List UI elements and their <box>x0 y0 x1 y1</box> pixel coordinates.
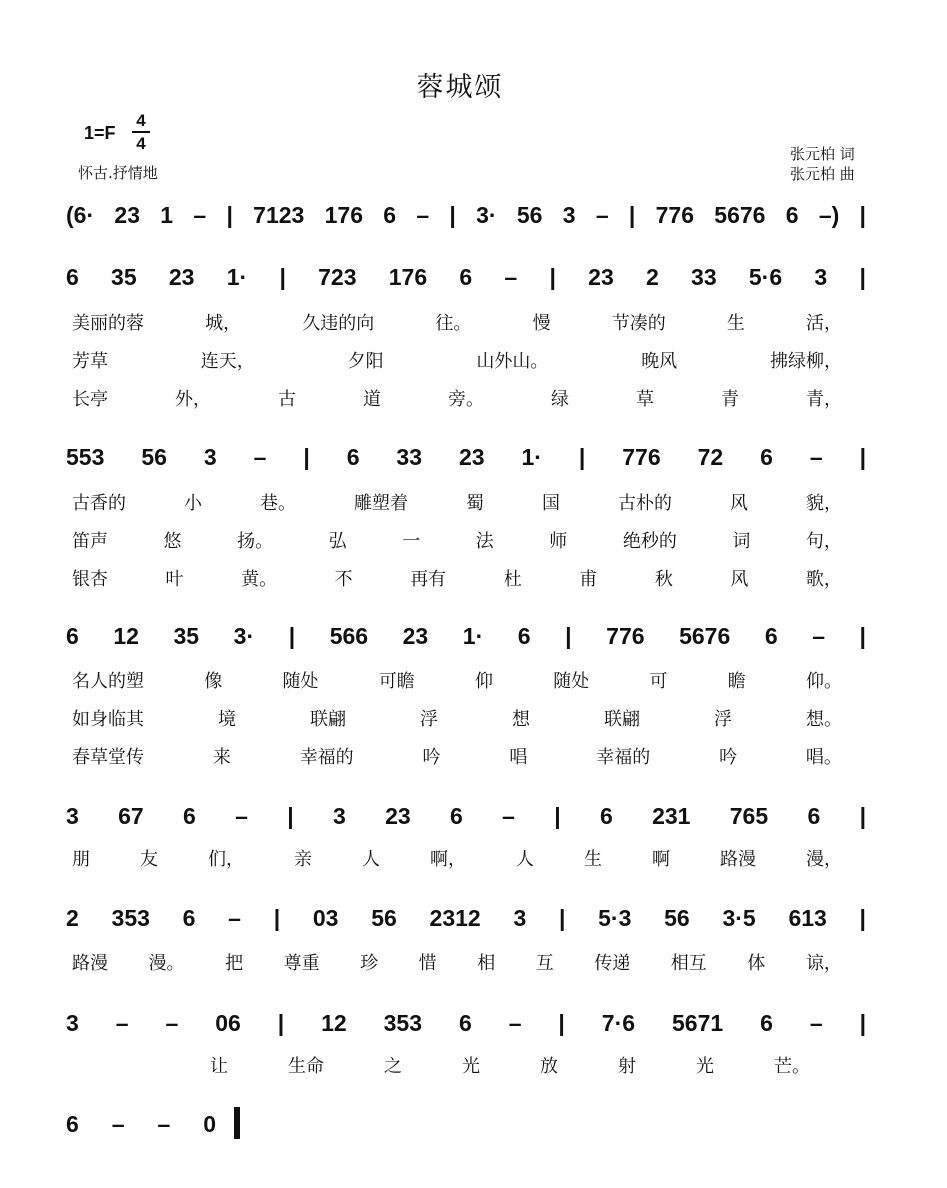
note-group: | <box>578 443 586 470</box>
note-group: | <box>449 201 456 228</box>
note-group: 5·3 <box>598 904 632 931</box>
lyric-word: 名人的塑 <box>72 671 144 692</box>
lyric-word: 朋 <box>72 849 90 870</box>
time-signature-bottom: 4 <box>136 134 146 153</box>
note-group: – <box>508 1009 522 1036</box>
note-group: (6· <box>66 201 95 228</box>
time-signature-top: 4 <box>136 111 146 130</box>
lyric-word: 境 <box>218 709 236 730</box>
lyric-word: 再有 <box>410 569 447 590</box>
note-group: 23 <box>385 802 411 829</box>
lyric-word: 仰。 <box>806 671 842 692</box>
note-group: 5671 <box>671 1009 724 1036</box>
note-group: 35 <box>111 263 137 290</box>
note-group: 231 <box>652 802 691 829</box>
lyric-word: 拂绿柳， <box>769 351 842 372</box>
note-group: 12 <box>321 1009 347 1036</box>
lyric-word: 路漫 <box>72 953 108 974</box>
note-group: | <box>558 904 566 931</box>
lyric-word: 路漫 <box>720 849 756 870</box>
lyric-word: 幸福的 <box>596 747 651 768</box>
note-group: 3 <box>513 904 527 931</box>
note-group: – <box>228 904 241 931</box>
lyric-word: 随处 <box>553 671 590 692</box>
lyric-word: 浮 <box>714 709 732 730</box>
notation-line-6 <box>66 1003 866 1043</box>
lyric-word: 传递 <box>594 953 631 974</box>
lyric-word: 往。 <box>435 313 472 334</box>
lyric-word: 惜 <box>418 953 437 974</box>
note-group: | <box>303 443 310 470</box>
note-group: 3 <box>814 263 828 290</box>
note-group: 03 <box>312 904 339 931</box>
lyric-word: 尊重 <box>283 953 320 974</box>
lyric-word: 漫， <box>806 849 842 870</box>
lyric-word: 吟 <box>719 747 738 768</box>
expression-marking: 怀古.抒情地 <box>78 164 158 182</box>
lyric-word: 法 <box>475 531 494 552</box>
note-group: | <box>273 904 281 931</box>
note-group: 3·5 <box>722 904 756 931</box>
lyric-word: 互 <box>535 953 554 974</box>
lyric-word: 长亭 <box>72 389 108 410</box>
note-group: 176 <box>388 263 428 290</box>
note-group: – <box>809 1009 823 1036</box>
note-group: 776 <box>606 622 645 649</box>
note-group: 3 <box>66 1009 79 1036</box>
note-group: – <box>111 1110 125 1137</box>
note-group: 33 <box>691 263 717 290</box>
note-group: 353 <box>111 904 150 931</box>
lyric-word: 城， <box>205 313 242 334</box>
note-group: 765 <box>729 802 769 829</box>
lyric-word: 草 <box>636 389 654 410</box>
note-group: 67 <box>118 802 144 829</box>
notation-line-7 <box>66 1104 216 1144</box>
lyric-word: 仰 <box>475 671 493 692</box>
lyric-word: 银杏 <box>72 569 108 590</box>
lyric-word: 人 <box>516 849 534 870</box>
lyric-word: 吟 <box>422 747 441 768</box>
note-group: 6 <box>383 201 397 228</box>
notation-line-2 <box>66 437 866 477</box>
lyric-word: 弘 <box>328 531 347 552</box>
note-group: 56 <box>141 443 167 470</box>
note-group: 6 <box>346 443 360 470</box>
note-group: 6 <box>807 802 821 829</box>
lyric-word: 谅， <box>805 953 842 974</box>
lyric-word: 青， <box>806 389 842 410</box>
note-group: 613 <box>788 904 827 931</box>
lyric-word: 像 <box>204 671 223 692</box>
note-group: 3 <box>66 802 79 829</box>
lyric-word: 古朴的 <box>618 493 672 514</box>
lyric-word: 歌， <box>805 569 842 590</box>
lyric-word: 春草堂传 <box>72 747 144 768</box>
note-group: 23 <box>458 443 485 470</box>
note-group: – <box>416 201 430 228</box>
time-signature-bar <box>132 131 150 133</box>
notation-line-1 <box>66 257 866 297</box>
lyric-word: 旁。 <box>448 389 484 410</box>
lyric-word: 小 <box>184 493 202 514</box>
lyric-word: 放 <box>540 1056 558 1077</box>
lyric-word: 黄。 <box>241 569 278 590</box>
note-group: 776 <box>655 201 694 228</box>
lyric-word: 巷。 <box>260 493 296 514</box>
note-group: | <box>859 622 866 649</box>
lyric-word: 悠 <box>163 531 182 552</box>
note-group: 35 <box>173 622 200 649</box>
lyric-word: 笛声 <box>72 531 108 552</box>
note-group: 1· <box>226 263 248 290</box>
note-group: 6 <box>182 904 196 931</box>
lyric-word: 联翩 <box>310 709 346 730</box>
note-group: 1· <box>521 443 542 470</box>
note-group: 06 <box>215 1009 241 1036</box>
note-group: 2 <box>646 263 659 290</box>
lyric-word: 秋 <box>654 569 673 590</box>
note-group: – <box>502 802 515 829</box>
note-group: 2312 <box>429 904 481 931</box>
lyric-word: 想。 <box>806 709 842 730</box>
note-group: 1· <box>462 622 484 649</box>
note-group: 6 <box>764 622 778 649</box>
lyric-word: 生 <box>584 849 602 870</box>
note-group: 5676 <box>714 201 766 228</box>
note-group: | <box>277 1009 285 1036</box>
note-group: 3 <box>562 201 576 228</box>
note-group: – <box>157 1110 171 1137</box>
lyric-word: 古香的 <box>72 493 126 514</box>
note-group: 6 <box>183 802 196 829</box>
lyric-word: 把 <box>225 953 244 974</box>
note-group: 0 <box>203 1110 216 1137</box>
lyric-word: 唱 <box>509 747 528 768</box>
lyric-word: 相互 <box>670 953 707 974</box>
note-group: 723 <box>318 263 357 290</box>
note-group: 23 <box>168 263 195 290</box>
note-group: | <box>554 802 561 829</box>
lyric-word: 雕塑着 <box>354 493 408 514</box>
note-group: 5676 <box>679 622 731 649</box>
lyric-line-3-verse-1 <box>72 670 842 694</box>
lyric-word: 活， <box>805 313 842 334</box>
note-group: | <box>859 1009 866 1036</box>
note-group: 6 <box>459 263 473 290</box>
note-group: 7·6 <box>601 1009 636 1036</box>
lyric-word: 美丽的蓉 <box>72 313 144 334</box>
note-group: 6 <box>517 622 531 649</box>
lyric-word: 杜 <box>503 569 522 590</box>
lyric-word: 亲 <box>294 849 312 870</box>
note-group: – <box>165 1009 179 1036</box>
note-group: – <box>809 443 823 470</box>
composer-credit: 张元柏 曲 <box>790 165 855 183</box>
lyric-line-1-verse-2 <box>72 350 842 374</box>
note-group: –) <box>818 201 840 228</box>
note-group: | <box>859 443 866 470</box>
note-group: | <box>288 622 296 649</box>
final-barline <box>234 1107 240 1139</box>
lyric-word: 古 <box>278 389 296 410</box>
lyric-word: 风 <box>730 493 748 514</box>
note-group: – <box>812 622 825 649</box>
lyric-word: 联翩 <box>604 709 640 730</box>
lyric-word: 相 <box>477 953 496 974</box>
notation-line-5 <box>66 898 866 938</box>
lyric-line-2-verse-1 <box>72 492 842 516</box>
lyric-word: 句， <box>805 531 842 552</box>
lyric-word: 光 <box>696 1056 714 1077</box>
note-group: 72 <box>697 443 724 470</box>
lyric-word: 幸福的 <box>299 747 354 768</box>
note-group: 6 <box>599 802 613 829</box>
lyric-word: 芳草 <box>72 351 108 372</box>
lyric-line-1-verse-3 <box>72 388 842 412</box>
note-group: 6 <box>760 443 773 470</box>
lyric-word: 晚风 <box>641 351 678 372</box>
note-group: | <box>859 263 866 290</box>
lyric-word: 道 <box>363 389 381 410</box>
lyric-word: 射 <box>618 1056 636 1077</box>
note-group: – <box>193 201 207 228</box>
note-group: 7123 <box>253 201 305 228</box>
lyric-word: 人 <box>362 849 380 870</box>
lyric-word: 光 <box>462 1056 480 1077</box>
note-group: 6 <box>66 1110 79 1137</box>
note-group: 566 <box>329 622 369 649</box>
lyric-word: 漫。 <box>148 953 185 974</box>
note-group: 6 <box>785 201 799 228</box>
lyric-word: 师 <box>549 531 568 552</box>
note-group: – <box>115 1009 129 1036</box>
lyric-word: 生 <box>726 313 745 334</box>
lyric-word: 啊 <box>652 849 670 870</box>
lyric-line-1-verse-1 <box>72 312 842 336</box>
lyric-line-3-verse-3 <box>72 746 842 770</box>
note-group: | <box>558 1009 565 1036</box>
lyric-word: 慢 <box>532 313 551 334</box>
lyric-line-6 <box>210 1055 810 1079</box>
note-group: | <box>279 263 286 290</box>
lyric-word: 唱。 <box>805 747 842 768</box>
lyric-word: 芒。 <box>774 1056 810 1077</box>
note-group: 176 <box>324 201 363 228</box>
note-group: | <box>859 904 866 931</box>
notation-line-4 <box>66 796 866 836</box>
lyric-word: 一 <box>402 531 421 552</box>
lyric-word: 绝秒的 <box>622 531 677 552</box>
lyric-word: 体 <box>747 953 766 974</box>
note-group: 6 <box>66 622 79 649</box>
note-group: – <box>235 802 248 829</box>
lyric-word: 来 <box>212 747 231 768</box>
lyric-word: 如身临其 <box>72 709 144 730</box>
lyric-word: 浮 <box>420 709 438 730</box>
note-group: 3· <box>233 622 255 649</box>
note-group: – <box>253 443 267 470</box>
lyric-word: 之 <box>384 1056 402 1077</box>
lyric-word: 啊， <box>430 849 466 870</box>
lyric-word: 扬。 <box>237 531 274 552</box>
lyric-word: 珍 <box>360 953 379 974</box>
notation-line-intro <box>66 195 866 235</box>
lyric-word: 友 <box>140 849 158 870</box>
lyric-word: 想 <box>512 709 530 730</box>
time-signature <box>132 112 150 152</box>
lyric-word: 瞻 <box>727 671 746 692</box>
note-group: – <box>504 263 518 290</box>
note-group: 353 <box>383 1009 423 1036</box>
lyric-line-2-verse-2 <box>72 530 842 554</box>
note-group: 56 <box>371 904 397 931</box>
lyric-word: 让 <box>210 1056 228 1077</box>
note-group: 56 <box>516 201 543 228</box>
lyric-word: 节凑的 <box>611 313 666 334</box>
lyric-line-4 <box>72 848 842 872</box>
lyric-line-3-verse-2 <box>72 708 842 732</box>
lyric-word: 外， <box>175 389 211 410</box>
lyricist-credit: 张元柏 词 <box>790 145 855 163</box>
lyric-word: 绿 <box>551 389 569 410</box>
note-group: 3· <box>476 201 497 228</box>
note-group: | <box>628 201 636 228</box>
lyric-word: 国 <box>542 493 560 514</box>
lyric-word: 可瞻 <box>378 671 415 692</box>
note-group: 2 <box>66 904 79 931</box>
note-group: 6 <box>66 263 79 290</box>
lyric-word: 青 <box>721 389 739 410</box>
lyric-line-5 <box>72 952 842 976</box>
note-group: 23 <box>114 201 140 228</box>
note-group: | <box>565 622 572 649</box>
note-group: 33 <box>396 443 423 470</box>
score-title: 蓉城颂 <box>416 72 504 103</box>
note-group: 3 <box>203 443 217 470</box>
note-group: 1 <box>160 201 174 228</box>
note-group: 5·6 <box>748 263 783 290</box>
note-group: 3 <box>332 802 346 829</box>
lyric-word: 山外山。 <box>476 351 549 372</box>
lyric-word: 蜀 <box>466 493 484 514</box>
note-group: | <box>859 201 866 228</box>
notation-line-3 <box>66 616 866 656</box>
note-group: 6 <box>760 1009 773 1036</box>
lyric-word: 久违的向 <box>302 313 375 334</box>
note-group: 12 <box>113 622 139 649</box>
key-signature: 1=F <box>84 123 116 143</box>
lyric-word: 叶 <box>165 569 184 590</box>
lyric-word: 生命 <box>288 1056 324 1077</box>
note-group: 6 <box>458 1009 472 1036</box>
lyric-line-2-verse-3 <box>72 568 842 592</box>
note-group: 23 <box>588 263 614 290</box>
lyric-word: 夕阳 <box>347 351 384 372</box>
note-group: | <box>226 201 233 228</box>
lyric-word: 随处 <box>282 671 319 692</box>
lyric-word: 们， <box>208 849 244 870</box>
note-group: 776 <box>622 443 661 470</box>
note-group: – <box>595 201 609 228</box>
note-group: | <box>287 802 294 829</box>
note-group: 56 <box>664 904 690 931</box>
note-group: 6 <box>450 802 463 829</box>
lyric-word: 貌， <box>806 493 842 514</box>
note-group: | <box>549 263 556 290</box>
note-group: 23 <box>402 622 429 649</box>
lyric-word: 可 <box>649 671 668 692</box>
lyric-word: 词 <box>732 531 751 552</box>
lyric-word: 不 <box>334 569 353 590</box>
lyric-word: 风 <box>730 569 749 590</box>
lyric-word: 甫 <box>579 569 598 590</box>
note-group: 553 <box>66 443 105 470</box>
note-group: | <box>859 802 866 829</box>
lyric-word: 连天， <box>200 351 255 372</box>
